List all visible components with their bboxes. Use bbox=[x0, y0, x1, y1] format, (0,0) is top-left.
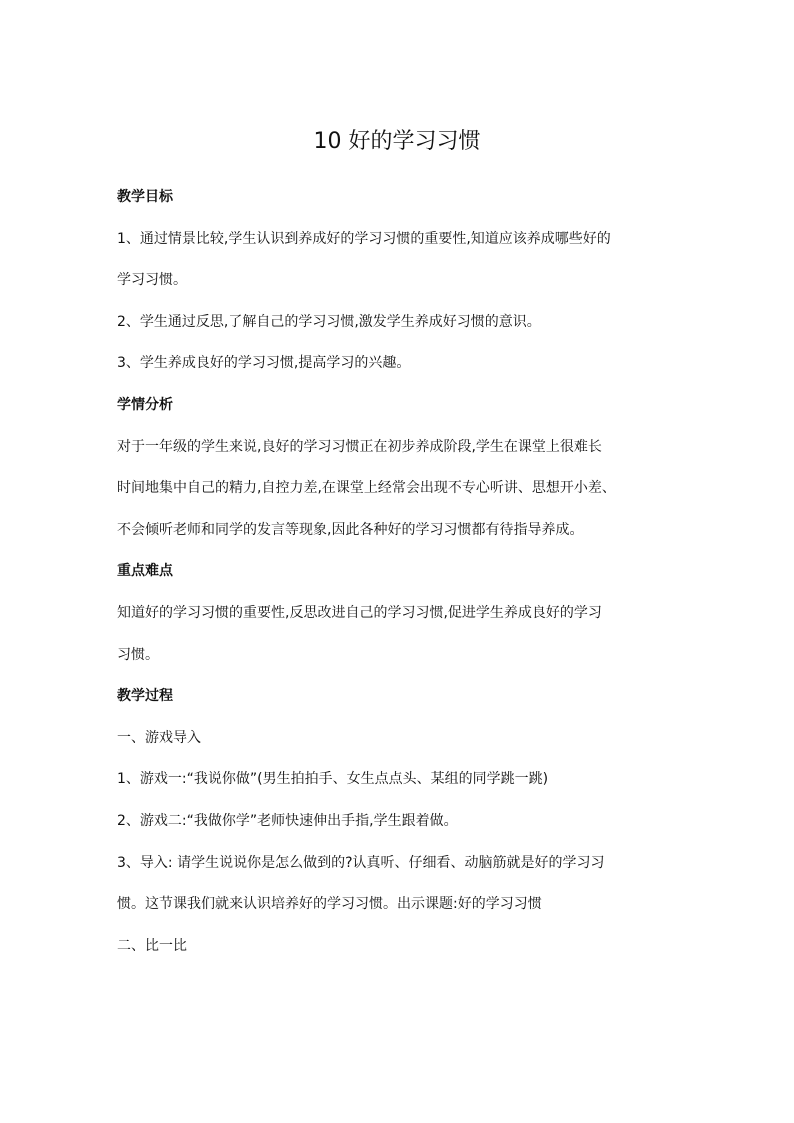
document-body bbox=[117, 177, 687, 967]
body-text-line: 2、游戏二:“我做你学”老师快速伸出手指,学生跟着做。 bbox=[117, 812, 458, 829]
body-text-line: 1、通过情景比较,学生认识到养成好的学习习惯的重要性,知道应该养成哪些好的 bbox=[117, 230, 611, 247]
body-text-line: 学习习惯。 bbox=[117, 272, 187, 289]
section-heading: 教学过程 bbox=[117, 688, 173, 705]
body-text-line: 惯。这节课我们就来认识培养好的学习习惯。出示课题:好的学习习惯 bbox=[117, 896, 542, 913]
body-text-line: 对于一年级的学生来说,良好的学习习惯正在初步养成阶段,学生在课堂上很难长 bbox=[117, 438, 602, 455]
body-text-line: 1、游戏一:“我说你做”(男生拍拍手、女生点点头、某组的同学跳一跳) bbox=[117, 771, 549, 788]
body-text-line: 3、学生养成良好的学习习惯,提高学习的兴趣。 bbox=[117, 355, 411, 372]
body-text-line: 3、导入: 请学生说说你是怎么做到的?认真听、仔细看、动脑筋就是好的学习习 bbox=[117, 854, 605, 871]
section-heading: 教学目标 bbox=[117, 189, 173, 205]
body-text-line: 2、学生通过反思,了解自己的学习习惯,激发学生养成好习惯的意识。 bbox=[117, 313, 541, 330]
section-heading: 重点难点 bbox=[117, 563, 173, 580]
body-text-line: 二、比一比 bbox=[117, 937, 187, 954]
document-title: 10 好的学习习惯 bbox=[313, 129, 481, 154]
body-text-line: 知道好的学习习惯的重要性,反思改进自己的学习习惯,促进学生养成良好的学习 bbox=[117, 604, 602, 621]
body-text-line: 不会倾听老师和同学的发言等现象,因此各种好的学习习惯都有待指导养成。 bbox=[117, 521, 584, 538]
body-text-line: 时间地集中自己的精力,自控力差,在课堂上经常会出现不专心听讲、思想开小差、 bbox=[117, 480, 616, 497]
section-heading: 学情分析 bbox=[117, 396, 173, 413]
body-text-line: 习惯。 bbox=[117, 646, 159, 663]
body-text-line: 一、游戏导入 bbox=[117, 729, 201, 746]
